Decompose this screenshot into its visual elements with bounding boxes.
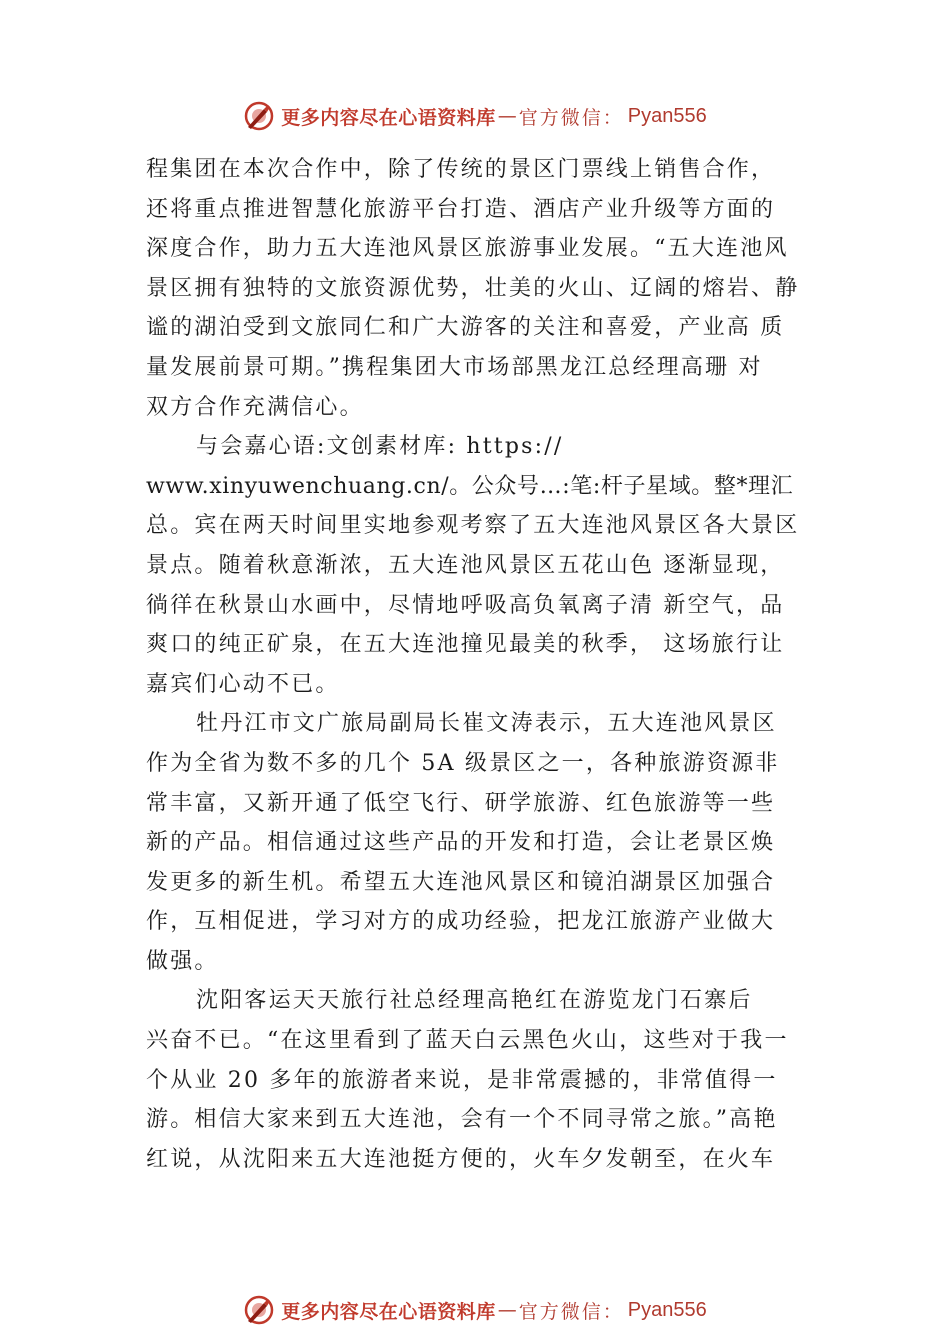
paragraph-start-line: 沈阳客运天天旅行社总经理高艳红在游览龙门石寨后	[196, 988, 753, 1014]
banner-dash: —	[497, 105, 517, 127]
body-line: 游。相信大家来到五大连池，会有一个不同寻常之旅。”高艳	[146, 1107, 778, 1133]
pen-logo-icon	[243, 100, 275, 132]
wechat-label: 官方微信：	[518, 1300, 624, 1323]
header-banner	[0, 96, 950, 136]
body-line: 做强。	[146, 948, 219, 974]
body-line: 景点。随着秋意渐浓，五大连池风景区五花山色 逐渐显现，	[146, 552, 785, 578]
body-line: 程集团在本次合作中，除了传统的景区门票线上销售合作，	[146, 157, 776, 182]
body-line: 兴奋不已。“在这里看到了蓝天白云黑色火山，这些对于我一	[146, 1028, 789, 1054]
footer-banner	[0, 1290, 950, 1330]
banner-dash: —	[497, 1299, 517, 1321]
body-line: 谧的湖泊受到文旅同仁和广大游客的关注和喜爱，产业高 质	[146, 315, 785, 341]
pen-logo-icon	[243, 1294, 275, 1326]
body-line: 双方合作充满信心。	[146, 394, 364, 420]
body-line: 还将重点推进智慧化旅游平台打造、酒店产业升级等方面的	[146, 196, 776, 222]
body-line: 个从业 20 多年的旅游者来说，是非常震撼的，非常值得一	[146, 1067, 778, 1093]
document-body	[146, 150, 814, 1179]
body-line: 新的产品。相信通过这些产品的开发和打造，会让老景区焕	[146, 830, 776, 856]
wechat-label: 官方微信：	[518, 106, 624, 129]
body-line: 景区拥有独特的文旅资源优势，壮美的火山、辽阔的熔岩、静	[146, 275, 800, 301]
body-line: 深度合作，助力五大连池风景区旅游事业发展。“五大连池风	[146, 236, 789, 262]
wechat-id: Pyan556	[627, 1298, 707, 1321]
body-line: 红说，从沈阳来五大连池挺方便的，火车夕发朝至，在火车	[146, 1146, 776, 1172]
paragraph-start-line: 牡丹江市文广旅局副局长崔文涛表示，五大连池风景区	[196, 711, 777, 737]
banner-text: 更多内容尽在心语资料库	[281, 106, 496, 129]
body-line: 作为全省为数不多的几个 5A 级景区之一，各种旅游资源非	[146, 750, 780, 776]
paragraph-start-line: 与会嘉心语:文创素材库: https://	[196, 434, 564, 460]
banner-text: 更多内容尽在心语资料库	[281, 1300, 496, 1323]
body-line: 量发展前景可期。”携程集团大市场部黑龙江总经理高珊 对	[146, 354, 763, 380]
body-line-url: www.xinyuwenchuang.cn/。公众号…:笔:杆子星域。整*理汇	[146, 473, 794, 499]
body-line: 常丰富，又新开通了低空飞行、研学旅游、红色旅游等一些	[146, 790, 776, 816]
wechat-id: Pyan556	[627, 104, 707, 127]
body-line: 发更多的新生机。希望五大连池风景区和镜泊湖景区加强合	[146, 869, 776, 895]
body-line: 作，互相促进，学习对方的成功经验，把龙江旅游产业做大	[146, 909, 776, 935]
body-line: 嘉宾们心动不已。	[146, 671, 340, 697]
body-line: 爽口的纯正矿泉，在五大连池撞见最美的秋季， 这场旅行让	[146, 632, 785, 658]
body-line: 总。宾在两天时间里实地参观考察了五大连池风景区各大景区	[146, 513, 800, 539]
body-line: 徜徉在秋景山水画中，尽情地呼吸高负氧离子清 新空气，品	[146, 592, 785, 618]
